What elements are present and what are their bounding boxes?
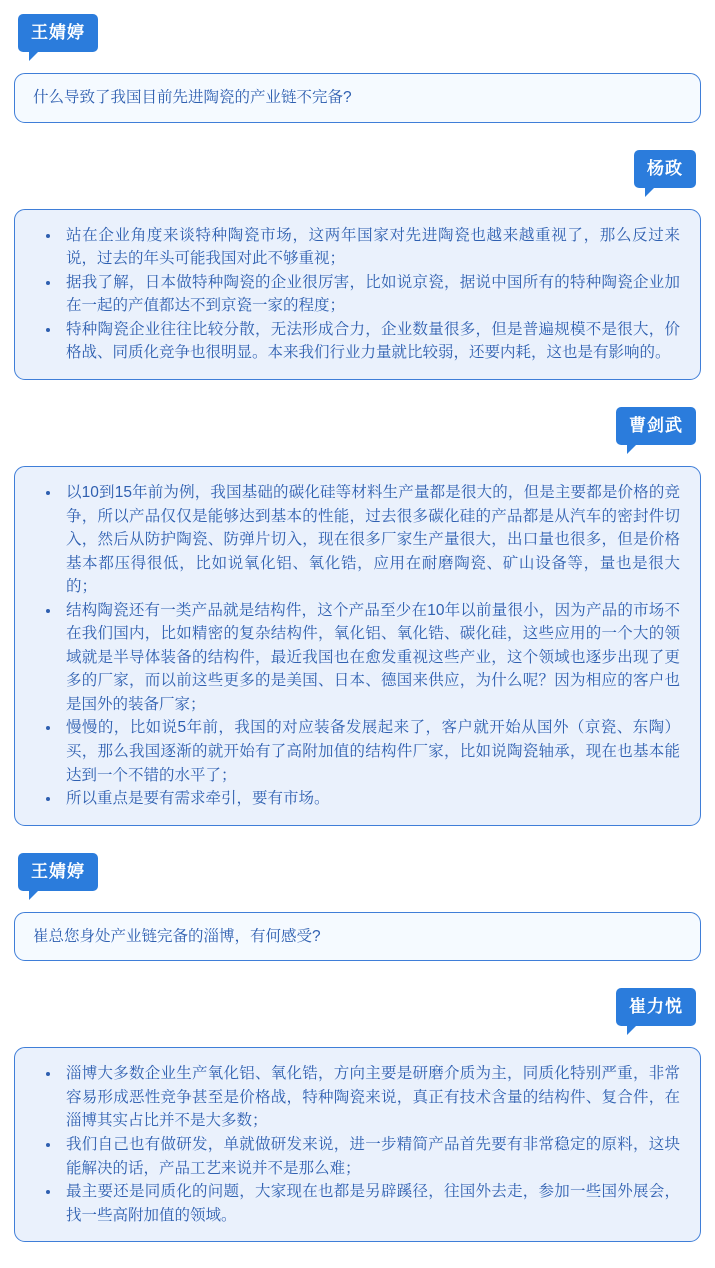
speaker-badge: 王婧婷 [18, 853, 98, 891]
answer-bubble [14, 466, 701, 826]
answer-list [37, 1062, 680, 1227]
answer-bullet: • 所以重点是要有需求牵引，要有市场。 [61, 787, 680, 811]
answer-list [37, 481, 680, 811]
question-text: 什么导致了我国目前先进陶瓷的产业链不完备? [33, 89, 352, 106]
answer-bubble [14, 209, 701, 380]
question-bubble [14, 73, 701, 123]
answer-bullet: • 慢慢的，比如说5年前，我国的对应装备发展起来了，客户就开始从国外（京瓷、东陶）买，那么我国逐渐的就开始有了高附加值的结构件厂家，比如说陶瓷轴承，现在也基本能达到一个不错的水平了； [61, 716, 680, 787]
message-question [14, 853, 701, 962]
answer-bullet: • 我们自己也有做研发，单就做研发来说，进一步精简产品首先要有非常稳定的原料，这块能解决的话，产品工艺来说并不是那么难； [61, 1133, 680, 1180]
message-answer [14, 407, 701, 826]
answer-bullet: • 以10到15年前为例，我国基础的碳化硅等材料生产量都是很大的，但是主要都是价格的竞争，所以产品仅仅是能够达到基本的性能，过去很多碳化硅的产品都是从汽车的密封件切入，然后从防护陶瓷、防弹片切入，现在很多厂家生产量很大，出口量也很多，但是价格基本都压得很低，比如说氧化铝、氧化锆，应用在耐磨陶瓷、矿山设备等，量也是很大的； [61, 481, 680, 599]
answer-list [37, 224, 680, 365]
answer-bullet: • 淄博大多数企业生产氧化铝、氧化锆，方向主要是研磨介质为主，同质化特别严重，非常容易形成恶性竞争甚至是价格战，特种陶瓷来说，真正有技术含量的结构件、复合件，在淄博其实占比并不是大多数； [61, 1062, 680, 1133]
speaker-badge-row [14, 150, 701, 188]
answer-bullet: • 最主要还是同质化的问题，大家现在也都是另辟蹊径，往国外去走，参加一些国外展会，找一些高附加值的领域。 [61, 1180, 680, 1227]
speaker-badge: 曹剑武 [616, 407, 696, 445]
answer-bullet: • 特种陶瓷企业往往比较分散，无法形成合力，企业数量很多，但是普遍规模不是很大，价格战、同质化竞争也很明显。本来我们行业力量就比较弱，还要内耗，这也是有影响的。 [61, 318, 680, 365]
speaker-badge-row [14, 407, 701, 445]
answer-bubble [14, 1047, 701, 1242]
speaker-badge: 杨政 [634, 150, 696, 188]
message-question [14, 14, 701, 123]
speaker-badge: 崔力悦 [616, 988, 696, 1026]
message-answer [14, 150, 701, 380]
answer-bullet: • 站在企业角度来谈特种陶瓷市场，这两年国家对先进陶瓷也越来越重视了，那么反过来说，过去的年头可能我国对此不够重视； [61, 224, 680, 271]
answer-bullet: • 据我了解，日本做特种陶瓷的企业很厉害，比如说京瓷，据说中国所有的特种陶瓷企业加在一起的产值都达不到京瓷一家的程度； [61, 271, 680, 318]
speaker-badge-row [14, 14, 701, 52]
question-bubble [14, 912, 701, 962]
conversation [14, 14, 701, 1242]
speaker-badge-row [14, 853, 701, 891]
message-answer [14, 988, 701, 1242]
speaker-badge: 王婧婷 [18, 14, 98, 52]
question-text: 崔总您身处产业链完备的淄博，有何感受? [33, 927, 321, 945]
answer-bullet: • 结构陶瓷还有一类产品就是结构件，这个产品至少在10年以前量很小，因为产品的市场不在我们国内，比如精密的复杂结构件，氧化铝、氧化锆、碳化硅，这些应用的一个大的领域就是半导体装备的结构件，最近我国也在愈发重视这些产业，这个领域也逐步出现了更多的厂家，而以前这些更多的是美国、日本、德国来供应，为什么呢？因为相应的客户也是国外的装备厂家； [61, 599, 680, 717]
speaker-badge-row [14, 988, 701, 1026]
